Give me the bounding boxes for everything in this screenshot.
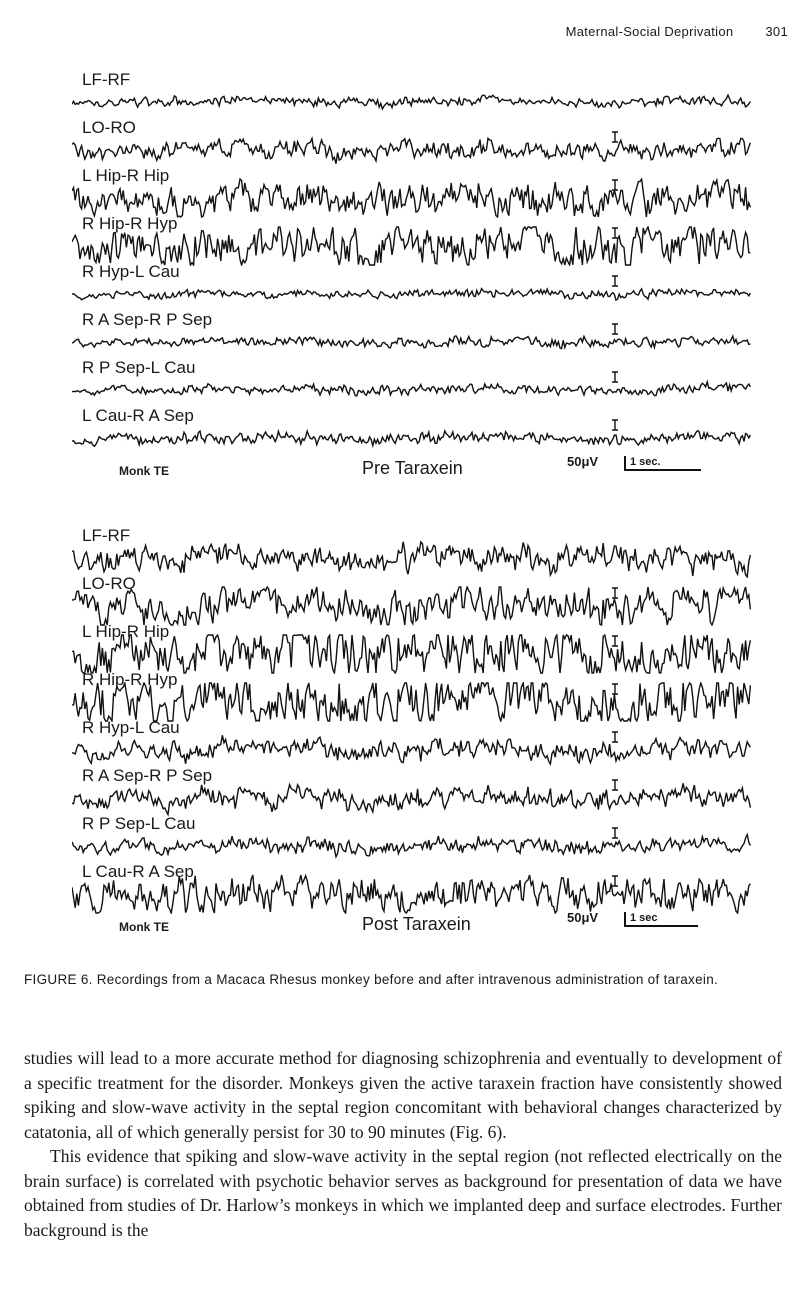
trace-label: L Cau-R A Sep	[82, 862, 194, 881]
calibration-tick	[612, 324, 618, 334]
trace-label: LF-RF	[82, 526, 131, 545]
calibration-tick	[612, 228, 618, 238]
trace-label: R Hip-R Hyp	[82, 670, 178, 689]
eeg-trace	[72, 634, 752, 674]
voltage-calibration: 50μV	[567, 910, 599, 925]
eeg-waveform	[72, 735, 750, 764]
eeg-waveform	[72, 587, 750, 625]
trace-row	[72, 216, 752, 264]
monkey-label: Monk TE	[119, 464, 169, 478]
trace-row	[72, 408, 752, 456]
trace-label: L Cau-R A Sep	[82, 406, 194, 425]
eeg-waveform	[72, 95, 750, 109]
calibration-tick	[612, 828, 618, 838]
calibration-tick	[612, 372, 618, 382]
trace-row	[72, 168, 752, 216]
eeg-waveform	[72, 336, 750, 349]
running-head	[24, 24, 788, 42]
calibration-tick	[612, 732, 618, 742]
trace-row	[72, 816, 752, 864]
calibration-tick	[612, 276, 618, 286]
eeg-trace	[72, 82, 752, 122]
body-paragraph-1: studies will lead to a more accurate method for diagnosing schizophrenia and eventually to development of a specific treatment for the disorder. Monkeys given the active taraxein fraction have consistently showed spiking and slow-wave activity in the septal region concomitant with behavioral changes characterized by catatonia, all of which generally persist for 30 to 90 minutes (Fig. 6).	[24, 1048, 782, 1142]
calibration-tick	[612, 876, 618, 886]
eeg-waveform	[72, 635, 750, 673]
voltage-calibration: 50μV	[567, 454, 599, 469]
trace-row	[72, 72, 752, 120]
calibration-tick	[612, 420, 618, 430]
calibration-tick	[612, 684, 618, 694]
monkey-label: Monk TE	[119, 920, 169, 934]
trace-row	[72, 576, 752, 624]
trace-row	[72, 864, 752, 912]
trace-label: R Hip-R Hyp	[82, 214, 178, 233]
eeg-waveform	[72, 382, 750, 396]
trace-label: LF-RF	[82, 70, 131, 89]
eeg-waveform	[72, 179, 750, 217]
trace-label: L Hip-R Hip	[82, 166, 170, 185]
calibration-tick	[612, 636, 618, 646]
condition-label: Post Taraxein	[362, 914, 471, 934]
trace-label: R A Sep-R P Sep	[82, 310, 213, 329]
eeg-waveform	[72, 431, 750, 447]
trace-row	[72, 360, 752, 408]
trace-row	[72, 720, 752, 768]
trace-row	[72, 672, 752, 720]
eeg-waveform	[72, 138, 750, 164]
trace-row	[72, 624, 752, 672]
trace-row	[72, 768, 752, 816]
figure-caption: FIGURE 6. Recordings from a Macaca Rhesus monkey before and after intravenous administration of taraxein.	[24, 972, 719, 987]
trace-label: R P Sep-L Cau	[82, 814, 196, 833]
running-head-title: Maternal-Social Deprivation	[565, 24, 734, 39]
figure-panel-post	[72, 528, 752, 958]
trace-label: R Hyp-L Cau	[82, 262, 180, 281]
calibration-tick	[612, 180, 618, 190]
trace-label: LO-RO	[82, 118, 136, 137]
trace-row	[72, 528, 752, 576]
eeg-waveform	[72, 542, 750, 577]
time-scale-bar: 1 sec	[624, 912, 698, 927]
calibration-tick	[612, 588, 618, 598]
trace-label: R Hyp-L Cau	[82, 718, 180, 737]
eeg-trace	[72, 130, 752, 170]
eeg-trace	[72, 538, 752, 578]
figure-panel-pre	[72, 72, 752, 492]
trace-label: R P Sep-L Cau	[82, 358, 196, 377]
eeg-trace	[72, 586, 752, 626]
trace-label: LO-RO	[82, 574, 136, 593]
body-text	[24, 1046, 782, 1242]
calibration-tick	[612, 780, 618, 790]
eeg-waveform	[72, 835, 750, 857]
time-scale-bar: 1 sec.	[624, 456, 701, 471]
eeg-trace	[72, 178, 752, 218]
page-number: 301	[765, 24, 788, 39]
trace-row	[72, 312, 752, 360]
eeg-waveform	[72, 289, 750, 301]
trace-row	[72, 120, 752, 168]
calibration-tick	[612, 132, 618, 142]
condition-label: Pre Taraxein	[362, 458, 463, 478]
trace-label: R A Sep-R P Sep	[82, 766, 213, 785]
trace-label: L Hip-R Hip	[82, 622, 170, 641]
body-paragraph-2: This evidence that spiking and slow-wave activity in the septal region (not reflected electrically on the brain surface) is correlated with psychotic behavior serves as background for presentation of data we have obtained from studies of Dr. Harlow’s monkeys in which we implanted deep and surface electrodes. Further background is the	[24, 1146, 782, 1240]
trace-row	[72, 264, 752, 312]
eeg-waveform	[72, 783, 750, 814]
